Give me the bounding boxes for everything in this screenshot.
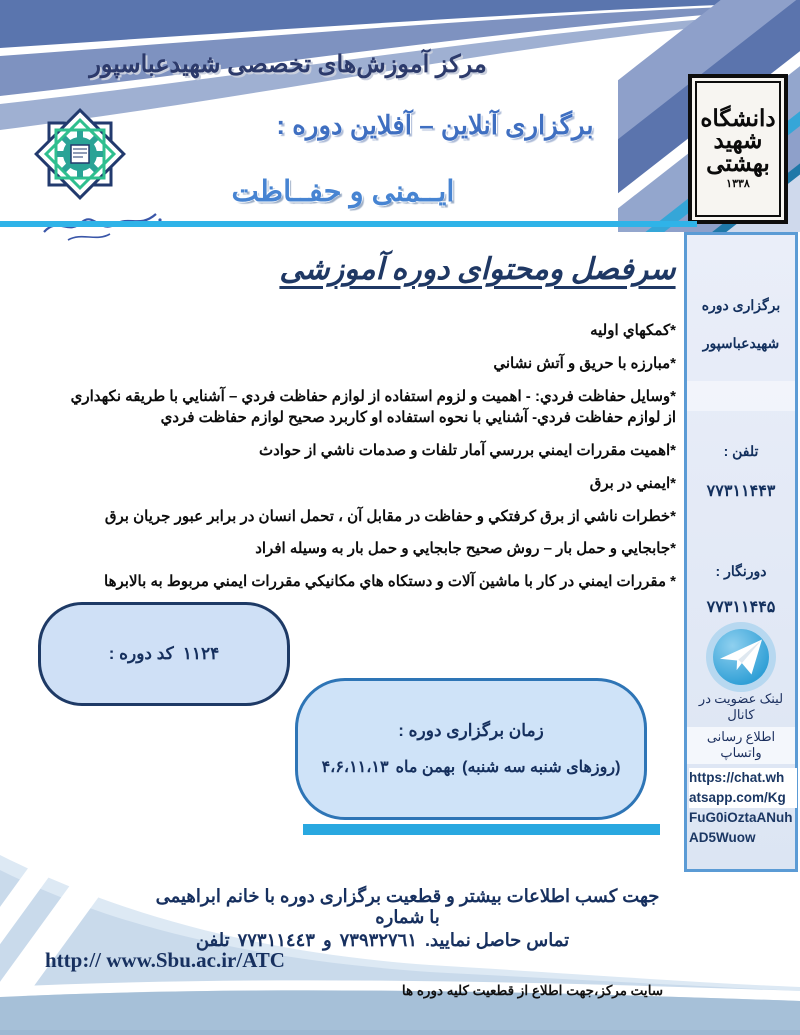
section-title: سرفصل ومحتوای دوره آموزشی (279, 253, 676, 286)
sbu-word-2: شهید (713, 128, 763, 154)
topic-item (64, 506, 676, 528)
channel-line4: واتساپ (720, 745, 762, 761)
topic-text: مقررات ايمني در کار با ماشين آلات و دستکاه هاي مکانيکي مقررات ايمني مربوط به بالابرها (104, 573, 666, 590)
whatsapp-url-line[interactable]: https://chat.wh (689, 768, 797, 788)
bullet: * (670, 354, 676, 372)
footer-call-phrase: تماس حاصل نمایید. (424, 930, 570, 950)
sidebar-divider-strip (687, 381, 795, 411)
course-title: ایــمنی و حفــاظت (231, 176, 455, 208)
bullet: * (670, 540, 676, 558)
site-note: سایت مرکز،جهت اطلاع از قطعیت کلیه دوره ها (401, 983, 664, 998)
telegram-icon[interactable] (713, 629, 769, 685)
topic-text: جابجايي و حمل بار – روش صحيح جابجايي و حمل بار به وسيله افراد (255, 540, 671, 558)
topic-text: خطرات ناشي از برق کرفتکي و حفاظت در مقابل آن ، تحمل انسان در برابر عبور جريان برق (104, 507, 671, 525)
topic-text: مبارزه با حريق و آتش نشاني (493, 354, 671, 372)
whatsapp-url-line[interactable]: FuG0iOztaANuh (689, 810, 793, 825)
footer-phone-number-2: ٧٣٩٣٢٧٦١ (339, 930, 417, 950)
channel-line1: لینک عضویت در (698, 691, 784, 706)
bullet: * (670, 442, 676, 459)
topic-text: اهميت مقررات ايمني بررسي آمار تلفات و صدمات ناشي از حوادث (259, 442, 671, 459)
sidebar-fax-label: دورنگار : (715, 563, 767, 579)
bullet: * (670, 322, 676, 339)
topic-item (64, 571, 676, 593)
bullet: * (670, 507, 676, 525)
topic-item (64, 353, 676, 375)
schedule-title: زمان برگزاری دوره : (398, 721, 544, 740)
topic-item (64, 320, 676, 342)
footer-phone-number-1: ٧٧٣١١٤٤٣ (237, 930, 315, 950)
channel-line2: کانال (727, 707, 755, 723)
channel-line3: اطلاع رسانی (706, 729, 776, 744)
schedule-date-month: بهمن ماه (395, 759, 456, 776)
delivery-mode-line: برگزاری آنلاین – آفلاین دوره : (276, 110, 594, 140)
course-code-label: کد دوره : (108, 644, 174, 663)
content-divider-bar (303, 824, 660, 835)
sbu-logo-calligraphy (695, 81, 781, 217)
sbu-word-3: بهشتی (706, 150, 770, 176)
sbu-university-logo (688, 74, 788, 224)
footer-and-word: و (322, 930, 332, 950)
course-code-bubble (38, 602, 290, 706)
right-sidebar (684, 232, 798, 872)
topic-item (64, 473, 676, 495)
schedule-dates (322, 757, 621, 777)
course-code-value: ۱۱۲۴ (182, 644, 220, 663)
footer-info-line: جهت کسب اطلاعات بیشتر و قطعیت برگزاری دوره با خانم ابراهیمی با شماره (155, 886, 660, 927)
site-url-link[interactable]: http:// www.Sbu.ac.ir/ATC (45, 948, 285, 972)
topic-text: کمکهاي اوليه (590, 322, 671, 339)
atc-center-logo (26, 100, 134, 208)
sidebar-org-line1: برگزاری دوره (701, 297, 781, 313)
sidebar-phone-label: تلفن : (723, 443, 759, 459)
sidebar-phone-number: ۷۷۳۱۱۴۴۳ (706, 483, 776, 500)
whatsapp-url-line[interactable]: atsapp.com/Kg (689, 788, 797, 808)
org-title: مرکز آموزش‌های تخصصی شهیدعباسپور (89, 51, 487, 78)
sidebar-org-line2: شهیدعباسپور (702, 335, 780, 351)
topic-text: ايمني در برق (589, 474, 671, 492)
header-divider (0, 221, 697, 227)
bullet: * (670, 387, 676, 405)
footer-phone-word: تلفن (195, 930, 230, 950)
topics-list (64, 320, 676, 604)
schedule-date-days: (روزهای شنبه سه شنبه) (462, 759, 621, 776)
sbu-word-1: دانشگاه (700, 105, 776, 131)
channel-note-top (687, 691, 795, 724)
schedule-bubble (295, 678, 647, 820)
topic-item (64, 440, 676, 462)
whatsapp-url-line[interactable]: AD5Wuow (689, 830, 756, 845)
topic-item (64, 386, 676, 430)
topic-text: وسايل حفاظت فردي: - اهميت و لزوم استفاده از لوازم حفاظت فردي – آشنايي با طريقه نکهداري از لوازم حفاظت فردي- آشنايي با نحوه استفاده او کاربرد صحيح لوازم حفاظت فردي (70, 387, 676, 427)
sidebar-footer-strip (672, 868, 700, 958)
topic-item (64, 538, 676, 560)
sidebar-fax-number: ۷۷۳۱۱۴۴۵ (706, 599, 776, 616)
schedule-date-numbers: ۴،۶،۱۱،۱۳ (321, 759, 389, 776)
sbu-year: ۱۳۳۸ (726, 178, 750, 191)
bullet: * (670, 474, 676, 492)
bullet: * (670, 573, 676, 590)
atc-signature-scribble (38, 206, 168, 248)
channel-note-bottom (687, 727, 795, 764)
whatsapp-url-link[interactable] (689, 768, 797, 848)
